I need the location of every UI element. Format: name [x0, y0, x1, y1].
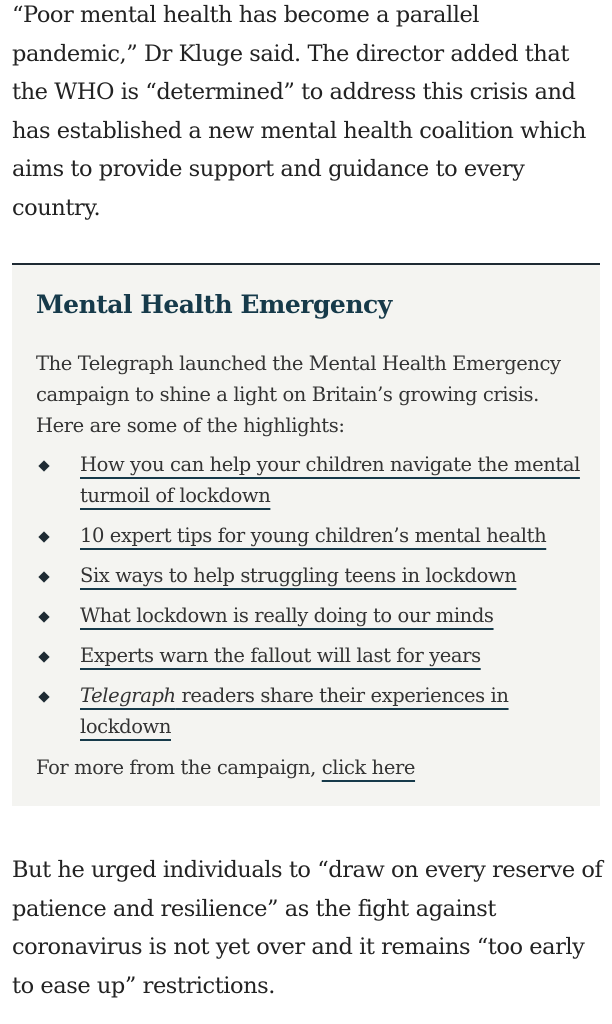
campaign-link[interactable]: 10 expert tips for young children’s mental health [80, 524, 547, 547]
list-item [36, 680, 596, 742]
campaign-link-label: readers share their experiences in lockdown [80, 684, 509, 738]
list-item [36, 640, 596, 671]
diamond-bullet-icon [38, 691, 49, 702]
list-item [36, 560, 596, 591]
campaign-link[interactable]: Experts warn the fallout will last for years [80, 644, 481, 667]
campaign-link[interactable] [80, 684, 509, 738]
list-item [36, 520, 596, 551]
campaign-title: Mental Health Emergency [36, 290, 392, 319]
article-paragraph: But he urged individuals to “draw on every reserve of patience and resilience” as the fight against coronavirus is not yet over and it remains “too early to ease up” restrictions. [12, 857, 603, 999]
campaign-footer [36, 752, 415, 783]
list-item [36, 449, 596, 511]
campaign-link[interactable]: How you can help your children navigate the mental turmoil of lockdown [80, 453, 580, 507]
campaign-link[interactable]: What lockdown is really doing to our minds [80, 604, 494, 627]
diamond-bullet-icon [38, 571, 49, 582]
diamond-bullet-icon [38, 611, 49, 622]
diamond-bullet-icon [38, 460, 49, 471]
campaign-box [12, 263, 600, 806]
campaign-footer-text: For more from the campaign, [36, 756, 322, 779]
diamond-bullet-icon [38, 651, 49, 662]
click-here-link[interactable]: click here [321, 756, 416, 779]
diamond-bullet-icon [38, 531, 49, 542]
campaign-link-list [36, 449, 596, 751]
campaign-intro: The Telegraph launched the Mental Health Emergency campaign to shine a light on Britain’s growing crisis. Here are some of the highlights: [36, 352, 561, 437]
list-item [36, 600, 596, 631]
campaign-link[interactable]: Six ways to help struggling teens in lockdown [80, 564, 517, 587]
publication-name: Telegraph [80, 684, 176, 707]
article-paragraph: “Poor mental health has become a parallel pandemic,” Dr Kluge said. The director added that the WHO is “determined” to address this crisis and has established a new mental health coalition which aims to provide support and guidance to every country. [12, 2, 586, 221]
